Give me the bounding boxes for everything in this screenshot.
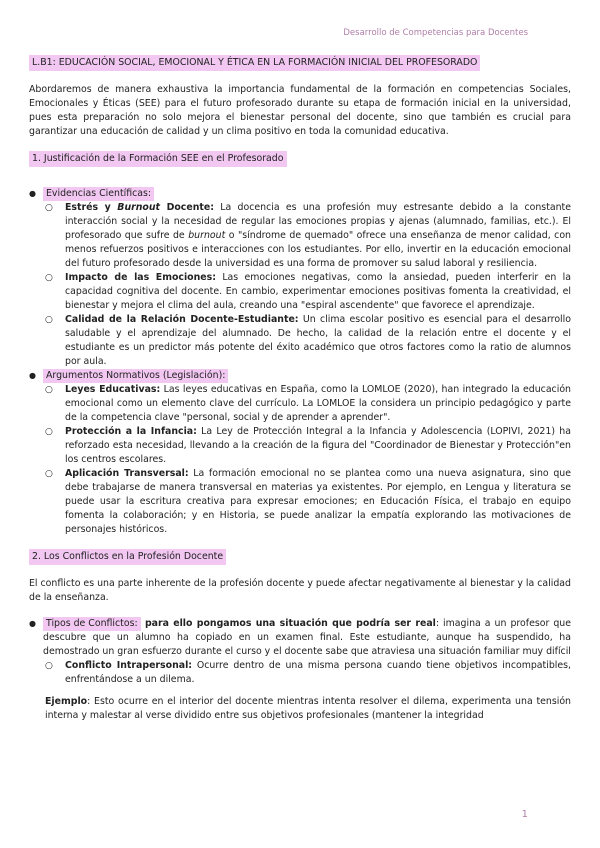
page-number: 1 — [521, 809, 528, 820]
list-item: ○ Estrés y Burnout Docente: La docencia es una profesión muy estresante debido a la constante interacción social y la necesidad de regular las emociones propias y ajenas (alumnado, familias, etc.). El profesorado que sufre de burnout o "síndrome de quemado" ofrece una enseñanza de menor calidad, con menos refuerzos positivos e interacciones con los estudiantes. Por ello, invertir en la educación emocional del futuro profesorado desde la universidad es una forma de promover su salud laboral y resiliencia. — [43, 201, 571, 271]
sub-list — [43, 201, 571, 369]
section-1-list — [29, 187, 571, 537]
example-paragraph: Ejemplo: Esto ocurre en el interior del docente mientras intenta resolver el dilema, experimenta una tensión interna y malestar al verse dividido entre sus objetivos profesionales (mantener la integridad — [45, 696, 571, 721]
group-label: Argumentos Normativos (Legislación): — [43, 369, 228, 383]
group-label: Evidencias Científicas: — [43, 187, 154, 201]
block-title: L.B1: EDUCACIÓN SOCIAL, EMOCIONAL Y ÉTICA EN LA FORMACIÓN INICIAL DEL PROFESORADO — [29, 55, 480, 71]
list-item: ○ Conflicto Intrapersonal: Ocurre dentro de una misma persona cuando tiene objetivos incompatibles, enfrentándose a un dilema. — [43, 659, 571, 687]
intro-paragraph: Abordaremos de manera exhaustiva la importancia fundamental de la formación en competencias Sociales, Emocionales y Éticas (SEE) para el futuro profesorado durante su etapa de formación inicial en la universidad, pues esta preparación no solo mejora el bienestar personal del docente, sino que también es crucial para garantizar una educación de calidad y un clima positivo en toda la comunidad educativa. — [29, 84, 571, 137]
sub-list — [43, 659, 571, 687]
list-item: ○ Leyes Educativas: Las leyes educativas en España, como la LOMLOE (2020), han integrado la educación emocional como un elemento clave del currículo. La LOMLOE la considera un principio pedagógico y parte de la competencia clave "personal, social y de aprender a aprender". — [43, 383, 571, 425]
group-label: Tipos de Conflictos: — [43, 617, 141, 631]
page-content — [29, 55, 571, 723]
list-item: ○ Impacto de las Emociones: Las emociones negativas, como la ansiedad, pueden interferir en la capacidad cognitiva del docente. En cambio, experimentar emociones positivas fomenta la creatividad, el bienestar y mejora el clima del aula, creando una "espiral ascendente" que favorece el aprendizaje. — [43, 271, 571, 313]
section-2-title: 2. Los Conflictos en la Profesión Docente — [29, 549, 226, 565]
list-item: ○ Calidad de la Relación Docente-Estudiante: Un clima escolar positivo es esencial para el desarrollo saludable y el aprendizaje del alumnado. De hecho, la calidad de la relación entre el docente y el estudiante es un predictor más potente del éxito académico que otros factores como la ratio de alumnos por aula. — [43, 313, 571, 369]
section-1-title: 1. Justificación de la Formación SEE en el Profesorado — [29, 151, 287, 167]
running-header: Desarrollo de Competencias para Docentes — [343, 28, 528, 38]
group-evidencias — [29, 187, 571, 369]
section-2-list — [29, 617, 571, 687]
group-tipos-conflictos: ● Tipos de Conflictos: para ello pongamos una situación que podría ser real: imagina a un profesor que descubre que un alumno ha copiado en un examen final. Este estudiante, aunque ha suspendido, ha demostrado un gran esfuerzo durante el curso y el docente sabe que atraviesa una situación familiar muy difícil ○ Conflicto Intrapersonal: Ocurre dentro de una misma persona cuando tiene objetivos incompatibles, enfrentándose a un dilema. — [29, 617, 571, 687]
group-argumentos — [29, 369, 571, 537]
section-2-intro: El conflicto es una parte inherente de la profesión docente y puede afectar negativamente al bienestar y la calidad de la enseñanza. — [29, 578, 571, 603]
list-item: ○ Aplicación Transversal: La formación emocional no se plantea como una nueva asignatura, sino que debe trabajarse de manera transversal en materias ya existentes. Por ejemplo, en Lengua y literatura se puede usar la escritura creativa para expresar emociones; en Educación Física, el trabajo en equipo fomenta la colaboración; y en Historia, se puede analizar la empatía explorando las motivaciones de personajes históricos. — [43, 467, 571, 537]
sub-list — [43, 383, 571, 537]
list-item: ○ Protección a la Infancia: La Ley de Protección Integral a la Infancia y Adolescencia (LOPIVI, 2021) ha reforzado esta necesidad, llevando a la creación de la figura del "Coordinador de Bienestar y Protección"en los centros escolares. — [43, 425, 571, 467]
